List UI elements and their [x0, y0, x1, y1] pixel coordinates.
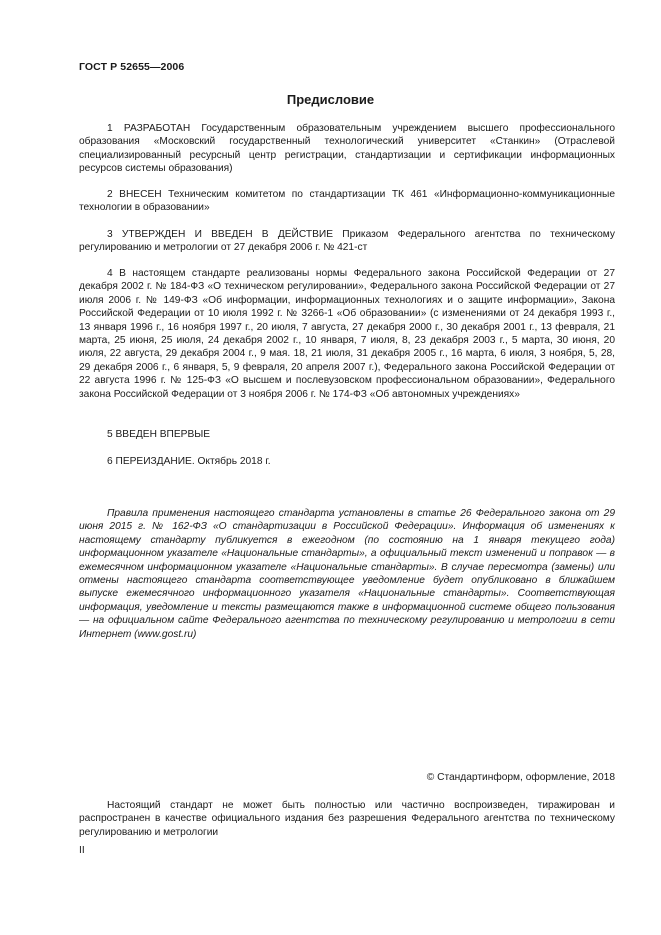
foreword-item-5: [79, 428, 615, 441]
notice-text: Правила применения настоящего стандарта установлены в статье 26 Федерального закона от 29 июня 2015 г. № 162-ФЗ «О стандартизации в Российской Федерации». Информация об изменениях к настоящему стандарту публикуется в ежегодном (по состоянию на 1 января текущего года) информационном указателе «Национальные стандарты», а официальный текст изменений и поправок — в ежемесячном информационном указателе «Национальные стандарты». В случае пересмотра (замены) или отмены настоящего стандарта соответствующее уведомление будет опубликовано в ближайшем выпуске ежемесячного информационного указателя «Национальные стандарты». Соответствующая информация, уведомление и тексты размещаются также в информационной системе общего пользования — на официальном сайте Федерального агентства по техническому регулированию и метрологии в сети Интернет (www.gost.ru): [79, 508, 615, 640]
standard-usage-notice: [79, 507, 615, 641]
foreword-item-6: [79, 455, 615, 468]
foreword-item-text: 5 ВВЕДЕН ВПЕРВЫЕ: [107, 429, 211, 440]
page-title: Предисловие: [286, 92, 375, 107]
foreword-item-text: 1 РАЗРАБОТАН Государственным образовательным учреждением высшего профессионального образования «Московский государственный технологический университет «Станкин» (Отраслевой специализированный ресурсный центр регистрации, стандартизации и сертификации информационных ресурсов системы образования): [79, 123, 615, 175]
standard-code: ГОСТ Р 52655—2006: [79, 61, 185, 73]
reproduction-notice-text: Настоящий стандарт не может быть полностью или частично воспроизведен, тиражирован и распространен в качестве официального издания без разрешения Федерального агентства по техническому регулированию и метрологии: [79, 800, 615, 838]
foreword-item-text: 2 ВНЕСЕН Техническим комитетом по стандартизации ТК 461 «Информационно-коммуникационные технологии в образовании»: [79, 189, 615, 214]
foreword-item-2: [79, 188, 615, 215]
foreword-item-4: [79, 267, 615, 401]
reproduction-notice: [79, 799, 615, 839]
foreword-item-text: 6 ПЕРЕИЗДАНИЕ. Октябрь 2018 г.: [107, 456, 271, 467]
foreword-item-1: [79, 122, 615, 176]
page-number: II: [79, 845, 85, 856]
foreword-item-text: 3 УТВЕРЖДЕН И ВВЕДЕН В ДЕЙСТВИЕ Приказом Федерального агентства по техническому регулированию и метрологии от 27 декабря 2006 г. № 421-ст: [79, 229, 615, 254]
foreword-item-3: [79, 228, 615, 255]
copyright-line: © Стандартинформ, оформление, 2018: [426, 772, 615, 783]
foreword-item-text: 4 В настоящем стандарте реализованы нормы Федерального закона Российской Федерации от 27 декабря 2002 г. № 184-ФЗ «О техническом регулировании», Федерального закона Российской Федерации от 27 июля 2006 г. № 149-ФЗ «Об информации, информационных технологиях и о защите информации», Закона Российской Федерации от 10 июля 1992 г. № 3266-1 «Об образовании» (с изменениями от 24 декабря 1993 г., 13 января 1996 г., 16 ноября 1997 г., 20 июля, 7 августа, 27 декабря 2000 г., 30 декабря 2001 г., 13 февраля, 21 марта, 25 июня, 25 июля, 24 декабря 2002 г., 10 января, 7 июля, 8, 23 декабря 2003 г., 5 марта, 30 июня, 20 июля, 22 августа, 29 декабря 2004 г., 9 мая. 18, 21 июля, 31 декабря 2005 г., 16 марта, 6 июля, 3 ноября, 5, 28, 29 декабря 2006 г., 6 января, 5, 9 февраля, 20 апреля 2007 г.), Федерального закона Российской Федерации от 22 августа 1996 г. № 125-ФЗ «О высшем и послевузовском профессиональном образовании», Федерального закона Российской Федерации от 3 ноября 2006 г. № 174-ФЗ «Об автономных учреждениях»: [79, 268, 615, 400]
